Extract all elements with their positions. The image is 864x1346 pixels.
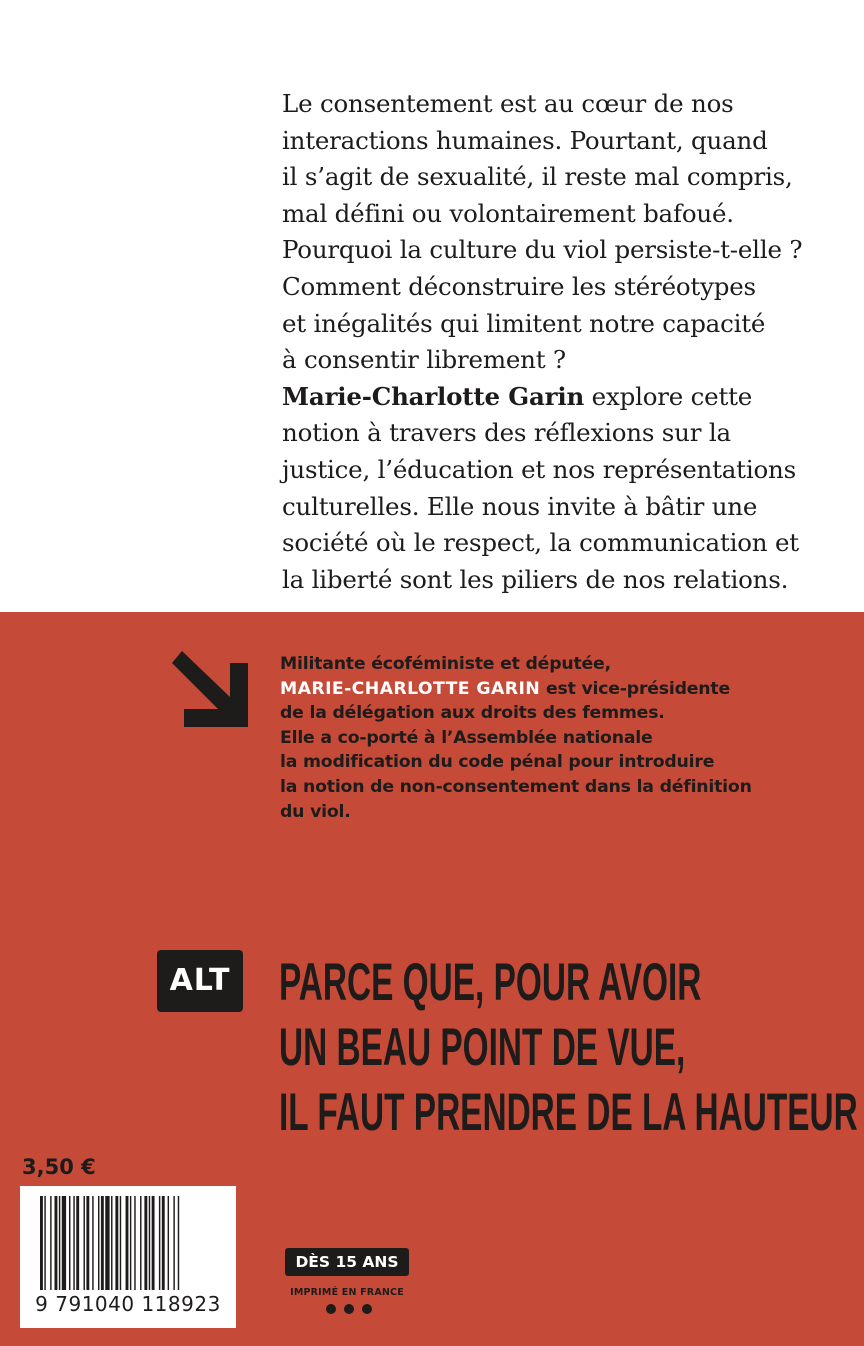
- bio-line: Militante écoféministe et députée,: [280, 654, 611, 674]
- blurb-line: et inégalités qui limitent notre capacité: [282, 308, 766, 338]
- bio-line: du viol.: [280, 801, 351, 822]
- blurb-line: société où le respect, la communication et: [282, 528, 799, 558]
- barcode: [20, 1186, 236, 1328]
- blurb-line: mal défini ou volontairement bafoué.: [282, 198, 734, 228]
- bio-line: Elle a co-porté à l’Assemblée nationale: [280, 727, 653, 748]
- blurb-line: à consentir librement ?: [282, 345, 566, 375]
- bio-line: la modification du code pénal pour introduire: [280, 752, 715, 773]
- isbn-number: 9 791040 118923: [35, 1292, 221, 1316]
- blurb-line: il s’agit de sexualité, il reste mal compris,: [282, 162, 793, 192]
- arrow-down-right-icon: [168, 645, 256, 733]
- blurb-line: notion à travers des réflexions sur la: [282, 418, 731, 448]
- age-badge: DÈS 15 ANS: [285, 1248, 409, 1276]
- price: 3,50 €: [22, 1155, 96, 1179]
- bio-author-name: MARIE-CHARLOTTE GARIN: [280, 678, 541, 699]
- bio-line: la notion de non-consentement dans la définition: [280, 776, 752, 797]
- slogan-line: PARCE QUE, POUR AVOIR: [279, 953, 702, 1012]
- slogan-line: UN BEAU POINT DE VUE,: [279, 1018, 686, 1077]
- blurb-line: justice, l’éducation et nos représentations: [282, 454, 796, 484]
- france-dots-icon: [324, 1302, 374, 1316]
- bio-line: [280, 677, 840, 702]
- bio-line: de la délégation aux droits des femmes.: [280, 703, 665, 724]
- blurb-author-rest: explore cette: [584, 381, 753, 411]
- blurb-line: culturelles. Elle nous invite à bâtir une: [282, 491, 758, 521]
- blurb-section: [0, 0, 864, 612]
- collection-badge: ALT: [157, 950, 243, 1012]
- blurb-line: Comment déconstruire les stéréotypes: [282, 271, 756, 301]
- author-bio: [280, 652, 840, 824]
- collection-slogan: [279, 950, 858, 1145]
- blurb-text: [282, 86, 842, 598]
- printed-in-label: IMPRIMÉ EN FRANCE: [290, 1287, 404, 1298]
- slogan-line: IL FAUT PRENDRE DE LA HAUTEUR: [279, 1083, 858, 1142]
- author-name-bold: Marie-Charlotte Garin: [282, 381, 585, 411]
- blurb-line: Pourquoi la culture du viol persiste-t-elle ?: [282, 235, 803, 265]
- blurb-line: interactions humaines. Pourtant, quand: [282, 125, 768, 155]
- blurb-line: Le consentement est au cœur de nos: [282, 89, 734, 118]
- blurb-line: la liberté sont les piliers de nos relations.: [282, 564, 789, 594]
- bio-line-rest: est vice-présidente: [540, 678, 730, 699]
- blurb-author-line: [282, 379, 842, 416]
